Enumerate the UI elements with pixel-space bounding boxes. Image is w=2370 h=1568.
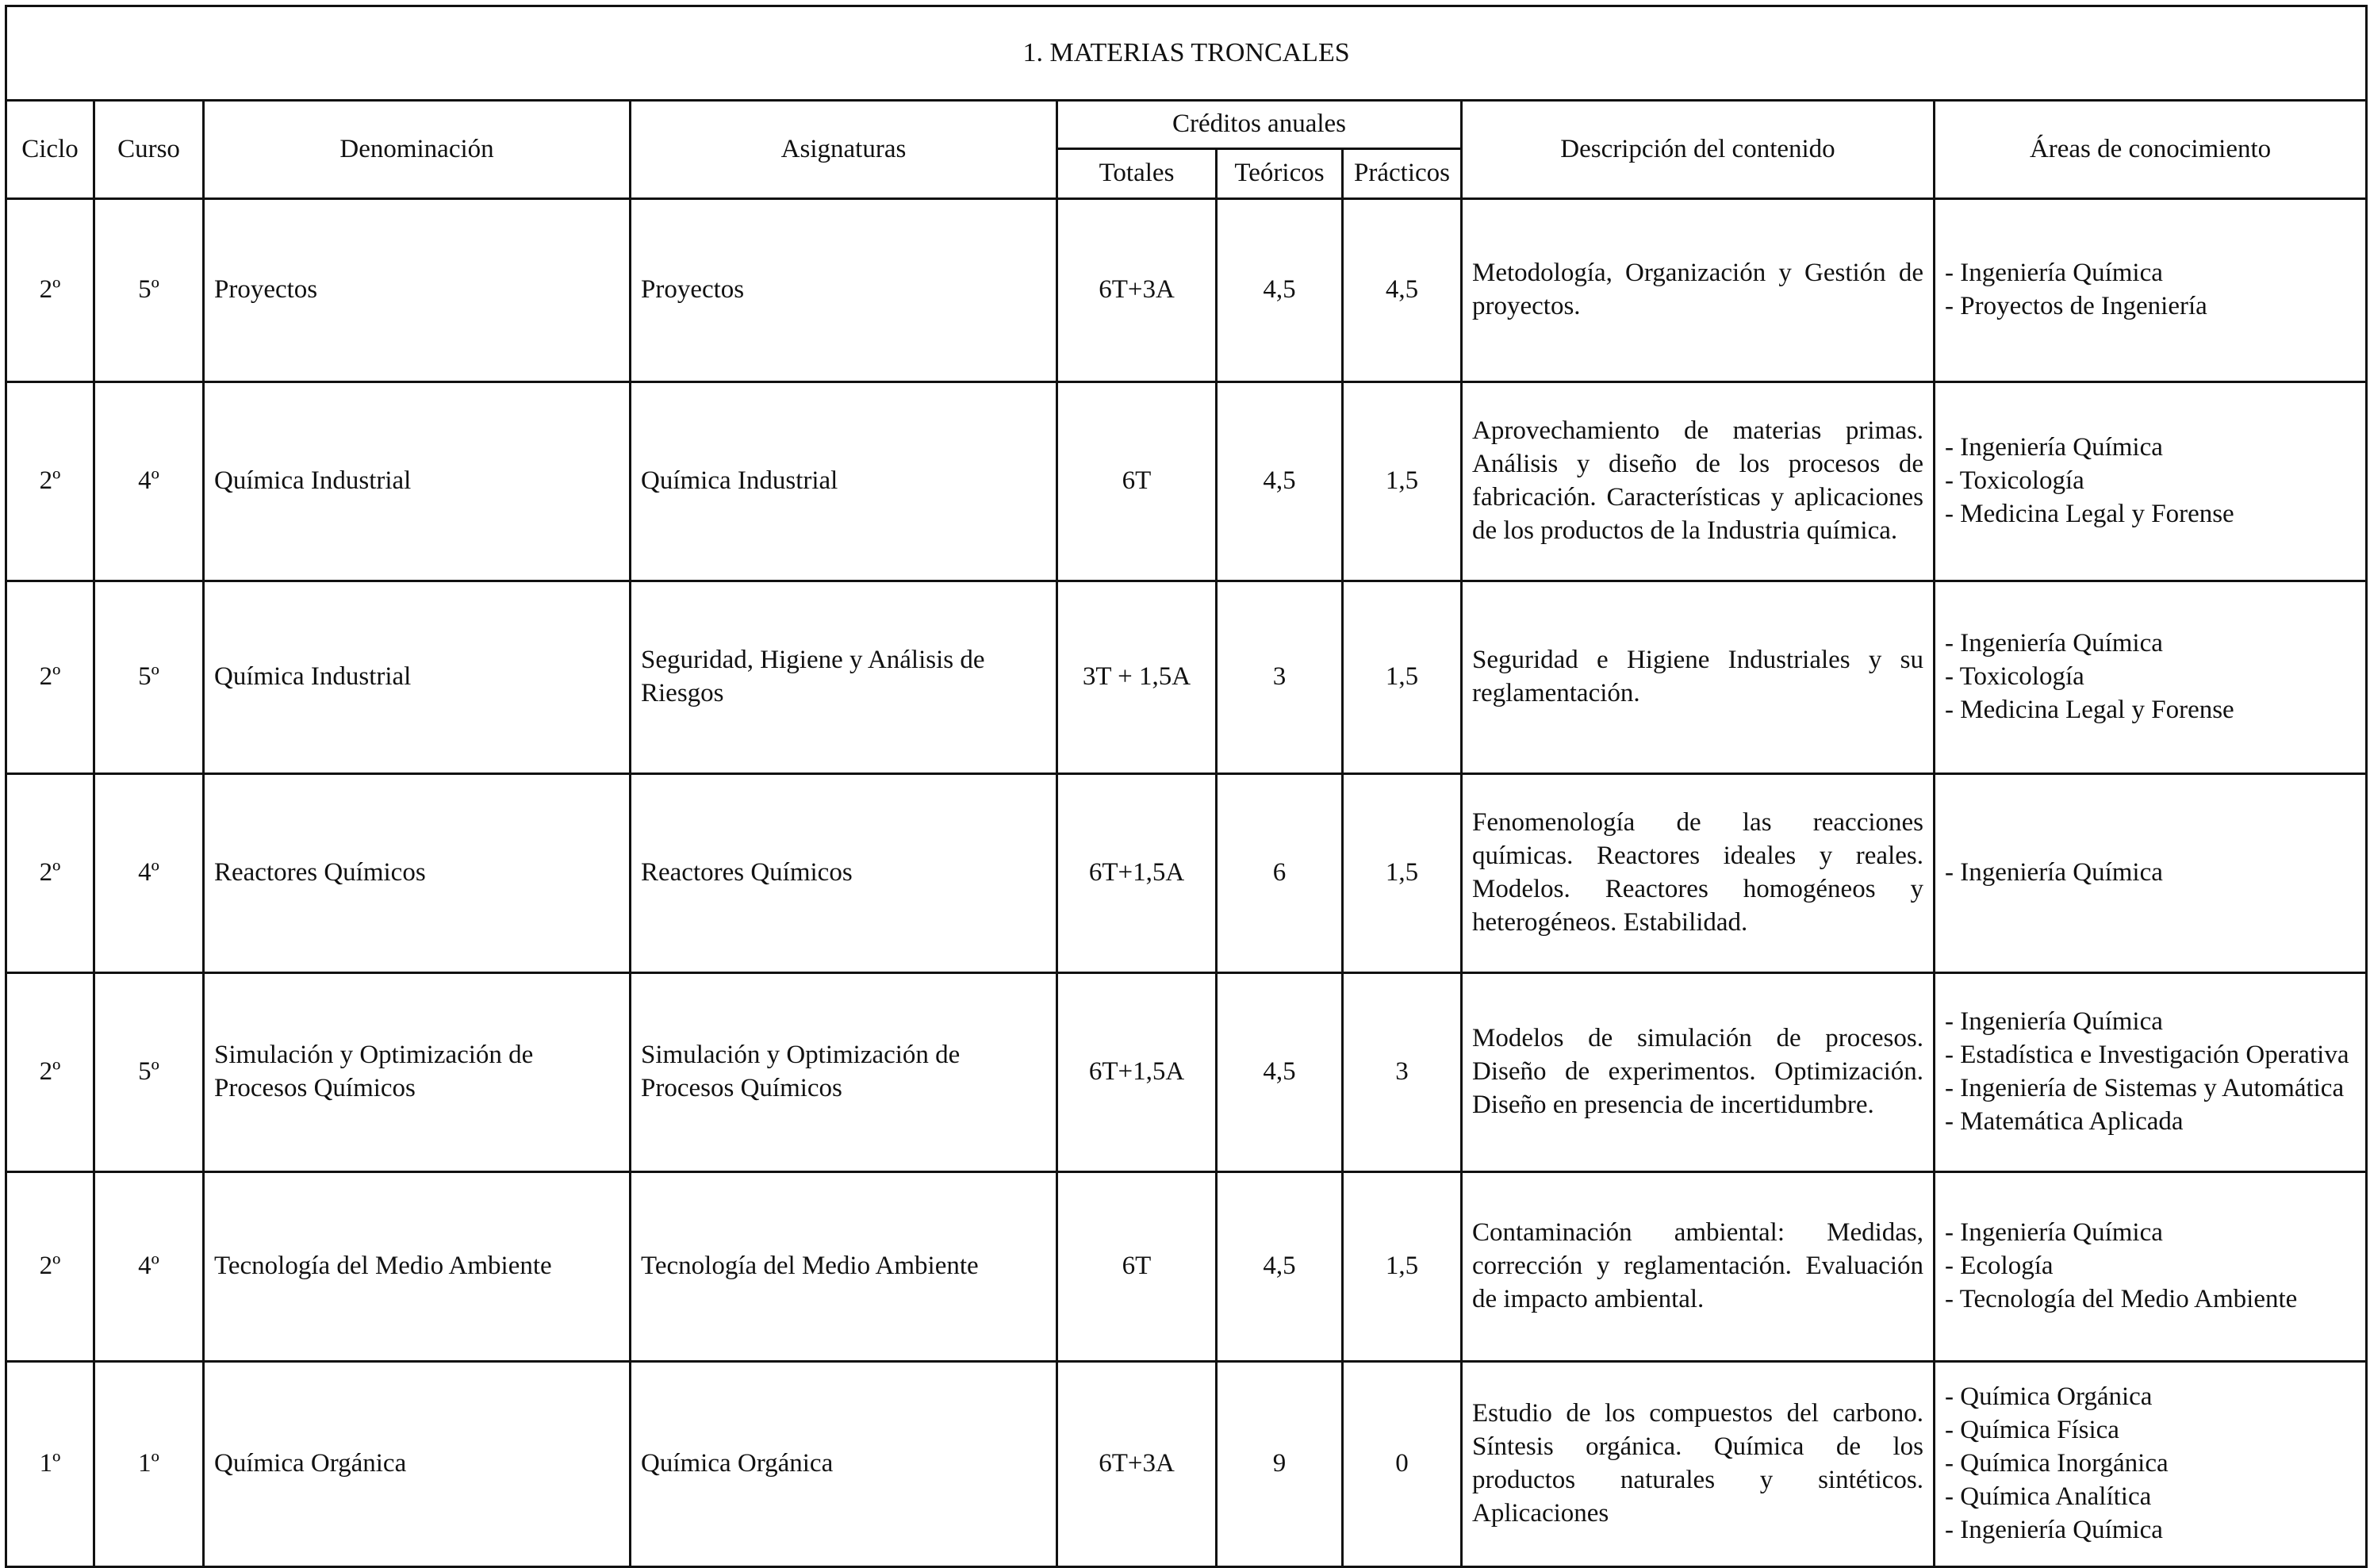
table-title: 1. MATERIAS TRONCALES xyxy=(6,6,2367,101)
areas-list xyxy=(1945,857,2356,890)
document-page xyxy=(5,5,2365,1545)
cell-denominacion: Química Industrial xyxy=(204,382,631,581)
table-row xyxy=(6,382,2367,581)
cell-totales: 3T + 1,5A xyxy=(1057,581,1217,774)
cell-asignaturas: Reactores Químicos xyxy=(631,774,1057,973)
areas-list xyxy=(1945,257,2356,324)
cell-teoricos: 4,5 xyxy=(1217,382,1343,581)
header-ciclo: Ciclo xyxy=(6,101,94,199)
cell-teoricos: 4,5 xyxy=(1217,973,1343,1172)
area-item: - Química Orgánica xyxy=(1945,1382,2153,1412)
cell-practicos: 1,5 xyxy=(1343,774,1462,973)
cell-asignaturas: Simulación y Optimización de Procesos Químicos xyxy=(631,973,1057,1172)
cell-areas xyxy=(1935,199,2367,382)
header-practicos: Prácticos xyxy=(1343,149,1462,199)
cell-descripcion: Seguridad e Higiene Industriales y su reglamentación. xyxy=(1462,581,1935,774)
area-item: - Medicina Legal y Forense xyxy=(1945,695,2234,724)
cell-denominacion: Tecnología del Medio Ambiente xyxy=(204,1172,631,1362)
area-item: - Ecología xyxy=(1945,1252,2054,1281)
cell-totales: 6T+1,5A xyxy=(1057,774,1217,973)
area-item: - Medicina Legal y Forense xyxy=(1945,499,2234,528)
cell-ciclo: 2º xyxy=(6,973,94,1172)
cell-areas xyxy=(1935,581,2367,774)
cell-teoricos: 3 xyxy=(1217,581,1343,774)
cell-descripcion: Aprovechamiento de materias primas. Análisis y diseño de los procesos de fabricación. Características y aplicaciones de los productos de la Industria química. xyxy=(1462,382,1935,581)
area-item: - Ingeniería Química xyxy=(1945,1515,2163,1544)
cell-areas xyxy=(1935,774,2367,973)
cell-descripcion: Modelos de simulación de procesos. Diseño de experimentos. Optimización. Diseño en presencia de incertidumbre. xyxy=(1462,973,1935,1172)
cell-descripcion: Fenomenología de las reacciones químicas. Reactores ideales y reales. Modelos. Reactores homogéneos y heterogéneos. Estabilidad. xyxy=(1462,774,1935,973)
header-asignaturas: Asignaturas xyxy=(631,101,1057,199)
area-item: - Química Analítica xyxy=(1945,1482,2152,1511)
area-item: - Proyectos de Ingeniería xyxy=(1945,292,2207,320)
table-row xyxy=(6,1362,2367,1567)
cell-descripcion: Metodología, Organización y Gestión de proyectos. xyxy=(1462,199,1935,382)
cell-ciclo: 2º xyxy=(6,1172,94,1362)
cell-ciclo: 2º xyxy=(6,581,94,774)
area-item: - Química Física xyxy=(1945,1416,2119,1445)
cell-ciclo: 2º xyxy=(6,199,94,382)
cell-practicos: 1,5 xyxy=(1343,1172,1462,1362)
cell-denominacion: Química Industrial xyxy=(204,581,631,774)
area-item: - Química Inorgánica xyxy=(1945,1449,2169,1478)
area-item: - Ingeniería de Sistemas y Automática xyxy=(1945,1074,2345,1102)
header-creditos-anuales: Créditos anuales xyxy=(1057,101,1462,149)
cell-areas xyxy=(1935,382,2367,581)
cell-descripcion: Contaminación ambiental: Medidas, corrección y reglamentación. Evaluación de impacto ambiental. xyxy=(1462,1172,1935,1362)
cell-practicos: 3 xyxy=(1343,973,1462,1172)
area-item: - Toxicología xyxy=(1945,466,2084,496)
cell-curso: 1º xyxy=(94,1362,204,1567)
cell-ciclo: 1º xyxy=(6,1362,94,1567)
areas-list xyxy=(1945,1381,2356,1547)
cell-asignaturas: Química Orgánica xyxy=(631,1362,1057,1567)
cell-totales: 6T+3A xyxy=(1057,199,1217,382)
cell-areas xyxy=(1935,973,2367,1172)
header-totales: Totales xyxy=(1057,149,1217,199)
cell-denominacion: Proyectos xyxy=(204,199,631,382)
area-item: - Estadística e Investigación Operativa xyxy=(1945,1041,2349,1070)
cell-curso: 5º xyxy=(94,199,204,382)
cell-totales: 6T+3A xyxy=(1057,1362,1217,1567)
cell-areas xyxy=(1935,1362,2367,1567)
area-item: - Toxicología xyxy=(1945,662,2084,692)
area-item: - Ingeniería Química xyxy=(1945,858,2163,888)
cell-asignaturas: Química Industrial xyxy=(631,382,1057,581)
area-item: - Ingeniería Química xyxy=(1945,433,2163,462)
table-row xyxy=(6,1172,2367,1362)
header-teoricos: Teóricos xyxy=(1217,149,1343,199)
cell-totales: 6T xyxy=(1057,1172,1217,1362)
table-row xyxy=(6,581,2367,774)
header-curso: Curso xyxy=(94,101,204,199)
areas-list xyxy=(1945,1217,2356,1317)
cell-teoricos: 4,5 xyxy=(1217,1172,1343,1362)
cell-practicos: 0 xyxy=(1343,1362,1462,1567)
cell-areas xyxy=(1935,1172,2367,1362)
cell-descripcion: Estudio de los compuestos del carbono. Síntesis orgánica. Química de los productos naturales y sintéticos. Aplicaciones xyxy=(1462,1362,1935,1567)
cell-curso: 4º xyxy=(94,382,204,581)
table-row xyxy=(6,199,2367,382)
cell-teoricos: 4,5 xyxy=(1217,199,1343,382)
area-item: - Matemática Aplicada xyxy=(1945,1106,2184,1136)
table-row xyxy=(6,973,2367,1172)
cell-ciclo: 2º xyxy=(6,382,94,581)
cell-ciclo: 2º xyxy=(6,774,94,973)
cell-curso: 4º xyxy=(94,1172,204,1362)
cell-denominacion: Química Orgánica xyxy=(204,1362,631,1567)
cell-denominacion: Simulación y Optimización de Procesos Químicos xyxy=(204,973,631,1172)
materias-troncales-table xyxy=(5,5,2368,1568)
cell-practicos: 4,5 xyxy=(1343,199,1462,382)
header-denominacion: Denominación xyxy=(204,101,631,199)
area-item: - Ingeniería Química xyxy=(1945,629,2163,658)
cell-denominacion: Reactores Químicos xyxy=(204,774,631,973)
cell-teoricos: 9 xyxy=(1217,1362,1343,1567)
header-areas: Áreas de conocimiento xyxy=(1935,101,2367,199)
cell-asignaturas: Proyectos xyxy=(631,199,1057,382)
cell-curso: 5º xyxy=(94,973,204,1172)
header-descripcion: Descripción del contenido xyxy=(1462,101,1935,199)
cell-practicos: 1,5 xyxy=(1343,581,1462,774)
cell-asignaturas: Seguridad, Higiene y Análisis de Riesgos xyxy=(631,581,1057,774)
cell-curso: 5º xyxy=(94,581,204,774)
table-row xyxy=(6,774,2367,973)
areas-list xyxy=(1945,1006,2356,1139)
area-item: - Tecnología del Medio Ambiente xyxy=(1945,1284,2298,1313)
cell-curso: 4º xyxy=(94,774,204,973)
cell-totales: 6T+1,5A xyxy=(1057,973,1217,1172)
cell-teoricos: 6 xyxy=(1217,774,1343,973)
area-item: - Ingeniería Química xyxy=(1945,1007,2163,1037)
areas-list xyxy=(1945,431,2356,531)
cell-totales: 6T xyxy=(1057,382,1217,581)
area-item: - Ingeniería Química xyxy=(1945,259,2163,288)
cell-asignaturas: Tecnología del Medio Ambiente xyxy=(631,1172,1057,1362)
area-item: - Ingeniería Química xyxy=(1945,1218,2163,1248)
cell-practicos: 1,5 xyxy=(1343,382,1462,581)
areas-list xyxy=(1945,627,2356,727)
